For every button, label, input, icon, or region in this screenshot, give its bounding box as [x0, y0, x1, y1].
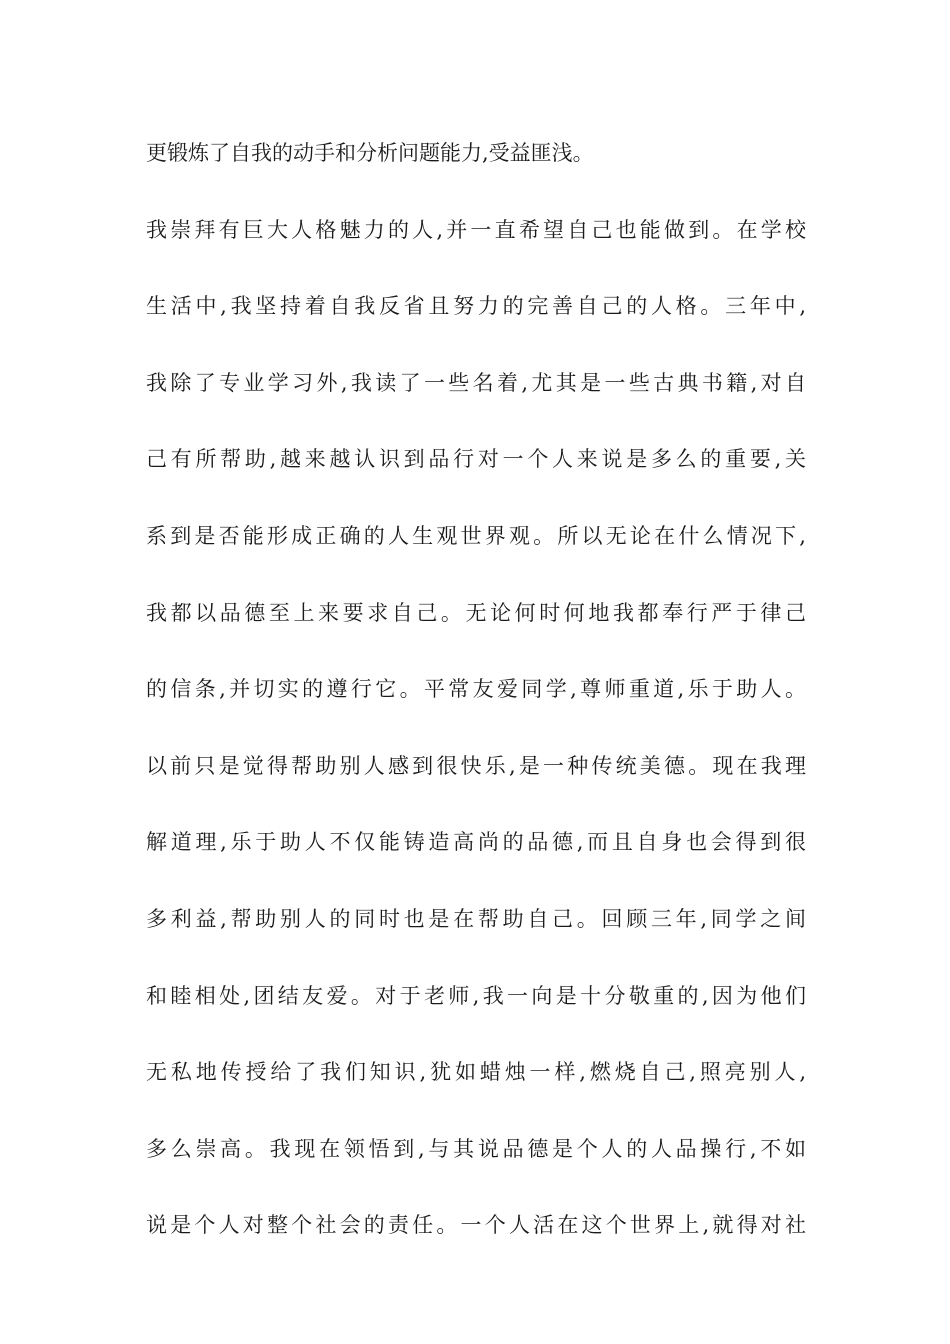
text-line: 多么崇高。我现在领悟到,与其说品德是个人的人品操行,不如: [146, 1136, 806, 1161]
text-line: 说是个人对整个社会的责任。一个人活在这个世界上,就得对社: [146, 1213, 806, 1238]
text-line: 更锻炼了自我的动手和分析问题能力,受益匪浅。: [146, 141, 594, 165]
text-line: 生活中,我坚持着自我反省且努力的完善自己的人格。三年中,: [146, 294, 806, 319]
text-line: 我除了专业学习外,我读了一些名着,尤其是一些古典书籍,对自: [146, 370, 806, 395]
body-text: [146, 128, 806, 1277]
text-line: 以前只是觉得帮助别人感到很快乐,是一种传统美德。现在我理: [146, 753, 806, 778]
text-line: 和睦相处,团结友爱。对于老师,我一向是十分敬重的,因为他们: [146, 983, 806, 1008]
text-line: 系到是否能形成正确的人生观世界观。所以无论在什么情况下,: [146, 523, 806, 548]
text-line: 我崇拜有巨大人格魅力的人,并一直希望自己也能做到。在学校: [146, 217, 806, 242]
text-line: 我都以品德至上来要求自己。无论何时何地我都奉行严于律己: [146, 600, 806, 625]
text-line: 的信条,并切实的遵行它。平常友爱同学,尊师重道,乐于助人。: [146, 677, 806, 702]
text-line: 无私地传授给了我们知识,犹如蜡烛一样,燃烧自己,照亮别人,: [146, 1060, 806, 1085]
text-line: 解道理,乐于助人不仅能铸造高尚的品德,而且自身也会得到很: [146, 830, 806, 855]
text-line: 己有所帮助,越来越认识到品行对一个人来说是多么的重要,关: [146, 447, 806, 472]
text-line: 多利益,帮助别人的同时也是在帮助自己。回顾三年,同学之间: [146, 906, 806, 931]
